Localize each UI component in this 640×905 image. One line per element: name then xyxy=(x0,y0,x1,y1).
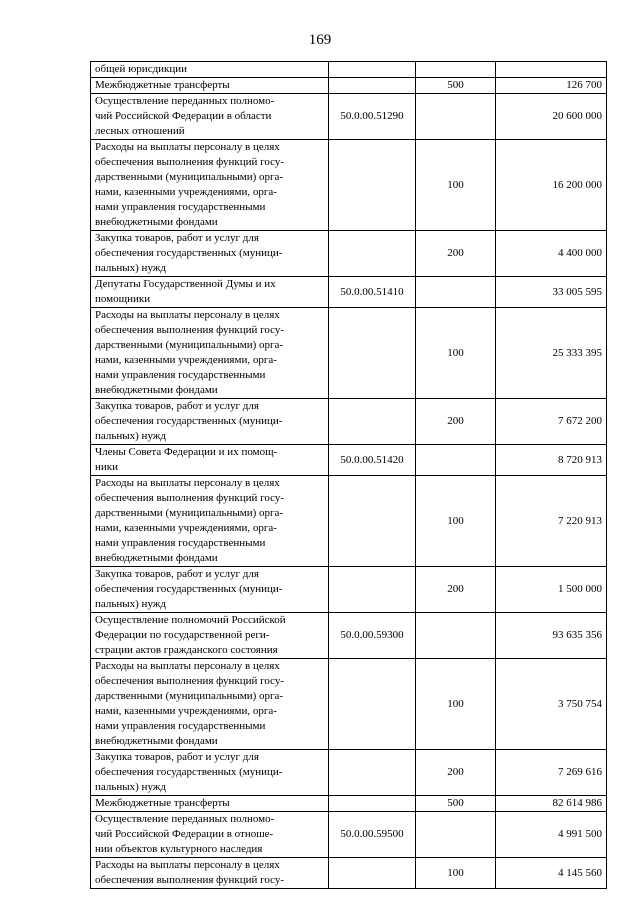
cell-code: 50.0.00.59300 xyxy=(329,613,416,659)
cell-name: Расходы на выплаты персоналу в целях обеспечения выполнения функций госу- дарственными (муниципальными) орга- нами, казенными учреждениями, орга- нами управления государственными внебюджетными фондами xyxy=(91,476,329,567)
cell-code xyxy=(329,858,416,889)
cell-amount: 7 269 616 xyxy=(496,750,607,796)
cell-expense-type: 200 xyxy=(416,231,496,277)
table-row xyxy=(91,858,607,889)
cell-name: Расходы на выплаты персоналу в целях обеспечения выполнения функций госу- дарственными (муниципальными) орга- нами, казенными учреждениями, орга- нами управления государственными внебюджетными фондами xyxy=(91,140,329,231)
cell-name: Расходы на выплаты персоналу в целях обеспечения выполнения функций госу- дарственными (муниципальными) орга- нами, казенными учреждениями, орга- нами управления государственными внебюджетными фондами xyxy=(91,308,329,399)
cell-amount: 4 400 000 xyxy=(496,231,607,277)
cell-amount: 126 700 xyxy=(496,78,607,94)
cell-expense-type: 500 xyxy=(416,78,496,94)
cell-amount: 4 991 500 xyxy=(496,812,607,858)
cell-code xyxy=(329,476,416,567)
cell-expense-type: 100 xyxy=(416,476,496,567)
cell-name: Закупка товаров, работ и услуг для обеспечения государственных (муници- пальных) нужд xyxy=(91,567,329,613)
cell-amount: 8 720 913 xyxy=(496,445,607,476)
cell-expense-type: 100 xyxy=(416,858,496,889)
cell-expense-type: 100 xyxy=(416,308,496,399)
table-body xyxy=(91,62,607,889)
table-row xyxy=(91,750,607,796)
page-number: 169 xyxy=(308,32,332,48)
cell-amount: 7 672 200 xyxy=(496,399,607,445)
table-row xyxy=(91,231,607,277)
cell-expense-type: 100 xyxy=(416,140,496,231)
cell-expense-type xyxy=(416,62,496,78)
cell-name: Расходы на выплаты персоналу в целях обеспечения выполнения функций госу- xyxy=(91,858,329,889)
table-row xyxy=(91,62,607,78)
cell-code: 50.0.00.51420 xyxy=(329,445,416,476)
cell-amount: 20 600 000 xyxy=(496,94,607,140)
table-row xyxy=(91,140,607,231)
cell-amount: 82 614 986 xyxy=(496,796,607,812)
cell-code xyxy=(329,78,416,94)
cell-amount: 33 005 595 xyxy=(496,277,607,308)
table-row xyxy=(91,567,607,613)
budget-table xyxy=(90,61,607,889)
cell-code xyxy=(329,659,416,750)
cell-amount: 93 635 356 xyxy=(496,613,607,659)
cell-expense-type: 200 xyxy=(416,750,496,796)
cell-code xyxy=(329,231,416,277)
cell-amount: 7 220 913 xyxy=(496,476,607,567)
cell-amount: 1 500 000 xyxy=(496,567,607,613)
table-row xyxy=(91,796,607,812)
cell-amount: 16 200 000 xyxy=(496,140,607,231)
cell-name: Закупка товаров, работ и услуг для обеспечения государственных (муници- пальных) нужд xyxy=(91,399,329,445)
cell-code xyxy=(329,62,416,78)
table-row xyxy=(91,445,607,476)
cell-name: Осуществление переданных полномо- чий Российской Федерации в отноше- нии объектов культурного наследия xyxy=(91,812,329,858)
table-row xyxy=(91,659,607,750)
cell-amount xyxy=(496,62,607,78)
cell-code xyxy=(329,308,416,399)
cell-name: Депутаты Государственной Думы и их помощники xyxy=(91,277,329,308)
cell-expense-type xyxy=(416,277,496,308)
cell-code: 50.0.00.51410 xyxy=(329,277,416,308)
cell-expense-type xyxy=(416,94,496,140)
cell-name: Члены Совета Федерации и их помощ- ники xyxy=(91,445,329,476)
cell-expense-type: 100 xyxy=(416,659,496,750)
cell-code xyxy=(329,750,416,796)
cell-expense-type xyxy=(416,812,496,858)
cell-code xyxy=(329,567,416,613)
cell-name: Межбюджетные трансферты xyxy=(91,78,329,94)
table-row xyxy=(91,308,607,399)
cell-name: Закупка товаров, работ и услуг для обеспечения государственных (муници- пальных) нужд xyxy=(91,231,329,277)
cell-name: Осуществление переданных полномо- чий Российской Федерации в области лесных отношений xyxy=(91,94,329,140)
table-row xyxy=(91,812,607,858)
table-row xyxy=(91,277,607,308)
table-row xyxy=(91,476,607,567)
table-row xyxy=(91,78,607,94)
cell-expense-type: 200 xyxy=(416,567,496,613)
cell-amount: 3 750 754 xyxy=(496,659,607,750)
cell-code: 50.0.00.59500 xyxy=(329,812,416,858)
cell-name: Осуществление полномочий Российской Федерации по государственной реги- страции актов гражданского состояния xyxy=(91,613,329,659)
table-row xyxy=(91,94,607,140)
cell-expense-type xyxy=(416,613,496,659)
cell-name: общей юрисдикции xyxy=(91,62,329,78)
table-row xyxy=(91,399,607,445)
cell-expense-type: 200 xyxy=(416,399,496,445)
cell-name: Межбюджетные трансферты xyxy=(91,796,329,812)
table-row xyxy=(91,613,607,659)
cell-code xyxy=(329,399,416,445)
cell-code: 50.0.00.51290 xyxy=(329,94,416,140)
cell-name: Закупка товаров, работ и услуг для обеспечения государственных (муници- пальных) нужд xyxy=(91,750,329,796)
cell-expense-type: 500 xyxy=(416,796,496,812)
cell-name: Расходы на выплаты персоналу в целях обеспечения выполнения функций госу- дарственными (муниципальными) орга- нами, казенными учреждениями, орга- нами управления государственными внебюджетными фондами xyxy=(91,659,329,750)
cell-expense-type xyxy=(416,445,496,476)
cell-code xyxy=(329,796,416,812)
cell-amount: 4 145 560 xyxy=(496,858,607,889)
cell-code xyxy=(329,140,416,231)
cell-amount: 25 333 395 xyxy=(496,308,607,399)
